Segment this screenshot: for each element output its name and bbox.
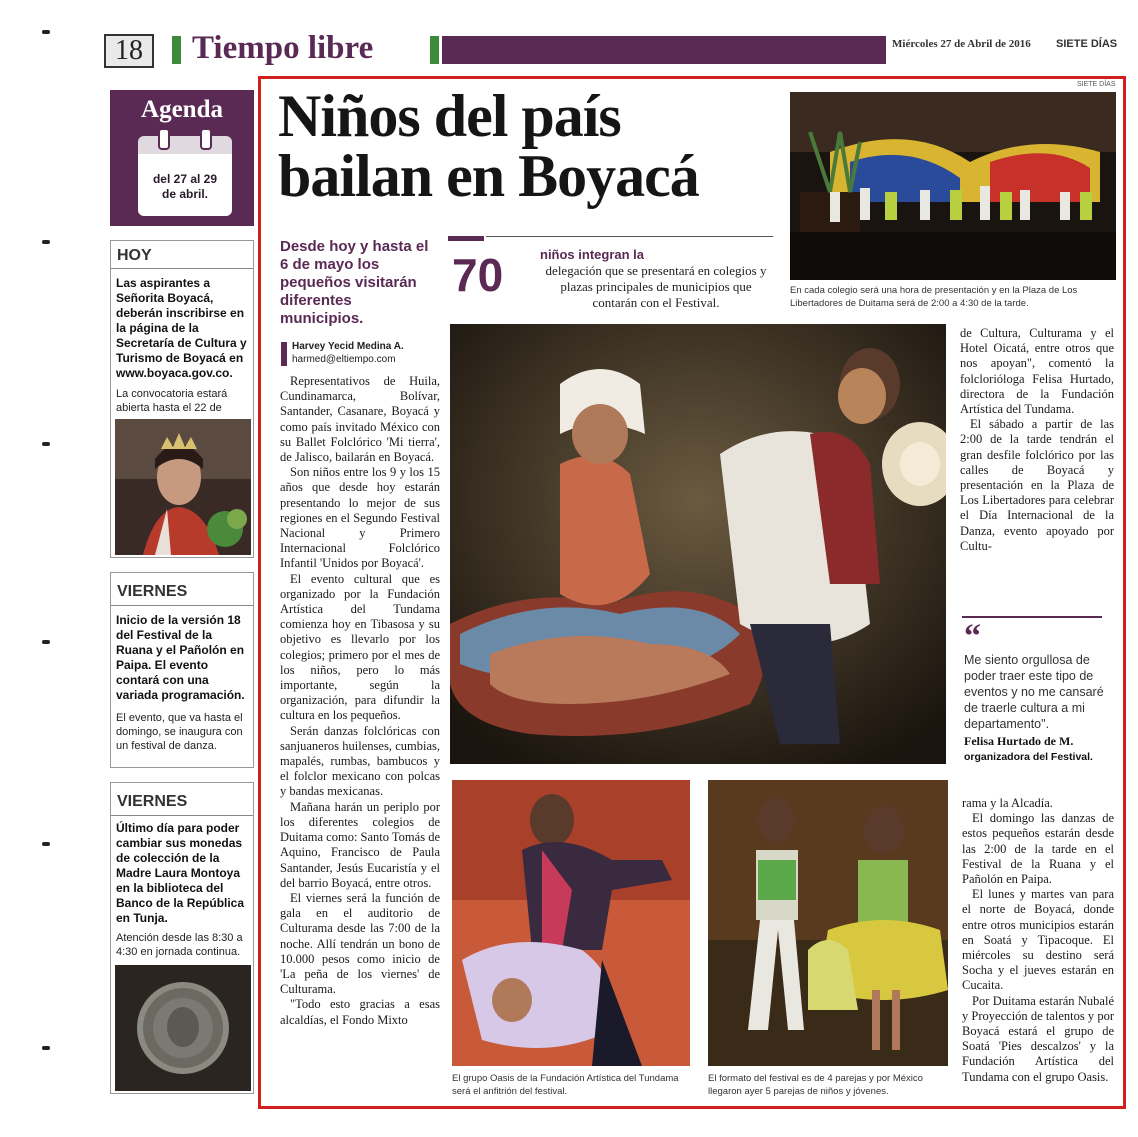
agenda-note: Atención desde las 8:30 a 4:30 en jornada continua. bbox=[116, 932, 243, 958]
agenda-note: El evento, que va hasta el domingo, se inaugura con un festival de danza. bbox=[116, 712, 243, 752]
agenda-dates: del 27 al 29 de abril. bbox=[152, 172, 218, 201]
photo-caption: El formato del festival es de 4 parejas y por México llegaron ayer 5 parejas de niños y jóvenes. bbox=[708, 1073, 923, 1097]
agenda-text: Inicio de la versión 18 del Festival de la Ruana y el Pañolón en Paipa. El evento contará con una variada programación. bbox=[116, 613, 245, 702]
paragraph: Mañana harán un periplo por los diferentes colegios de Duitama como: Santo Tomás de Aquino, Francisco de Paula Santander, Jesús Eucaristía y el del barrio Boyacá, entre otros. bbox=[280, 799, 440, 890]
paragraph: El viernes será la función de gala en el auditorio de Culturama desde las 7:00 de la noche. Allí tendrán un bono de 10.000 pesos como inicio de 'La peña de los viernes' de Culturama. bbox=[280, 890, 440, 997]
byline-email: harmed@eltiempo.com bbox=[292, 354, 396, 365]
agenda-day: HOY bbox=[117, 247, 152, 264]
margin-mark bbox=[42, 240, 50, 244]
section-title: Tiempo libre bbox=[192, 30, 374, 66]
margin-mark bbox=[42, 1046, 50, 1050]
lead: Desde hoy y hasta el 6 de mayo los pequeños visitarán diferentes municipios. bbox=[280, 238, 429, 327]
agenda-item-hoy bbox=[110, 240, 254, 558]
byline: Harvey Yecid Medina A. bbox=[292, 341, 404, 352]
photo-caption: En cada colegio será una hora de presentación y en la Plaza de Los Libertadores de Duitama será de 2:00 a 4:30 de la tarde. bbox=[790, 285, 1078, 309]
issue-date: Miércoles 27 de Abril de 2016 bbox=[892, 38, 1031, 50]
calendar-icon bbox=[138, 136, 232, 216]
calendar-top bbox=[138, 136, 232, 154]
paragraph: Son niños entre los 9 y los 15 años que desde hoy estarán presentando lo mejor de sus regiones en el Segundo Festival Nacional y Primero Internacional Folclórico Infantil 'Unidos por Boyacá'. bbox=[280, 465, 440, 571]
main-dance-photo bbox=[450, 324, 946, 764]
section-accent bbox=[172, 36, 181, 64]
paragraph: Representativos de Huila, Cundinamarca, Bolívar, Santander, Casanare, Boyacá y como país invitado México con su Ballet Folclórico 'Mi tierra', de Jalisco, bailarán en Boyacá. bbox=[280, 374, 440, 465]
photo-caption: El grupo Oasis de la Fundación Artística del Tundama será el anfitrión del festival. bbox=[452, 1073, 679, 1097]
margin-mark bbox=[42, 442, 50, 446]
agenda-box bbox=[110, 90, 254, 226]
agenda-text: Último día para poder cambiar sus monedas de colección de la Madre Laura Montoya en la biblioteca del Banco de la República en Tunja. bbox=[116, 821, 245, 925]
paragraph: El domingo las danzas de estos pequeños estarán desde las 2:00 de la tarde en el Festival de la Ruana y el Pañolón en Paipa. bbox=[962, 811, 1114, 887]
stat-number: 70 bbox=[452, 249, 504, 301]
quote-author-role: organizadora del Festival. bbox=[964, 751, 1093, 763]
margin-mark bbox=[42, 640, 50, 644]
margin-mark bbox=[42, 842, 50, 846]
divider bbox=[111, 605, 253, 606]
agenda-day: VIERNES bbox=[117, 583, 188, 600]
margin-mark bbox=[42, 30, 50, 34]
byline-accent bbox=[281, 342, 287, 366]
quote-rule bbox=[962, 616, 1102, 618]
agenda-day: VIERNES bbox=[117, 793, 188, 810]
agenda-item-viernes-2 bbox=[110, 782, 254, 1094]
header-bar bbox=[442, 36, 886, 64]
stat-title: niños integran la bbox=[540, 247, 645, 262]
divider bbox=[111, 268, 253, 269]
paragraph: de Cultura, Culturama y el Hotel Oicatá, entre otros que nos apoyan", comentó la folclorióloga Felisa Hurtado, directora de la Fundación Artística del Tundama. bbox=[960, 326, 1114, 417]
body-column-1 bbox=[280, 374, 440, 1028]
quote-author: Felisa Hurtado de M. bbox=[964, 734, 1074, 748]
stat-rule bbox=[486, 236, 773, 237]
divider bbox=[111, 815, 253, 816]
paragraph: Serán danzas folclóricas con sanjuaneros huilenses, cumbias, mapalés, rumbas, bambucos y el folclor mexicano con polcas y bandas mexicanas. bbox=[280, 723, 440, 799]
agenda-text: Las aspirantes a Señorita Boyacá, deberán inscribirse en la página de la Secretaría de Cultura y Turismo de Boyacá en www.boyaca.gov.co. bbox=[116, 276, 247, 380]
newspaper-name: SIETE DÍAS bbox=[1056, 38, 1118, 50]
agenda-title: Agenda bbox=[141, 96, 223, 123]
calendar-ring bbox=[200, 128, 212, 150]
photo-credit: SIETE DÍAS bbox=[1077, 81, 1116, 88]
pageant-photo bbox=[115, 419, 251, 555]
paragraph: rama y la Alcadía. bbox=[962, 796, 1053, 810]
body-column-3-bottom bbox=[962, 796, 1114, 1085]
body-column-3-top bbox=[960, 326, 1114, 554]
agenda-note: La convocatoria estará abierta hasta el 22 de bbox=[116, 388, 228, 414]
headline: Niños del país bailan en Boyacá bbox=[278, 83, 699, 209]
stat-accent bbox=[448, 236, 484, 241]
paragraph: Por Duitama estarán Nubalé y Proyección de talentos y por Boyacá estará el grupo de Soatá 'Pies descalzos' y la Fundación Artística del Tundama con el grupo Oasis. bbox=[962, 993, 1114, 1084]
calendar-ring bbox=[158, 128, 170, 150]
pull-quote: Me siento orgullosa de poder traer este tipo de eventos y no me cansaré de traerle cultura a mi departamento". bbox=[964, 653, 1104, 731]
top-stage-photo bbox=[790, 92, 1116, 280]
paragraph: El evento cultural que es organizado por la Fundación Artística del Tundama comienza hoy en Tibasosa y su objetivo es llevarlo por los colegios; primero por el mes de los niños, pero lo más importante, según la organización, para difundir la cultura en los pequeños. bbox=[280, 571, 440, 723]
page-number: 18 bbox=[104, 34, 154, 68]
paragraph: El sábado a partir de las 2:00 de la tarde tendrán el gran desfile folclórico por las calles de Boyacá y presentación en la Plaza de Los Libertadores para celebrar el Día Internacional de la Danza, evento apoyado por Cultu- bbox=[960, 417, 1114, 553]
quote-mark-icon: “ bbox=[964, 618, 981, 655]
agenda-item-viernes bbox=[110, 572, 254, 768]
coin-photo bbox=[115, 965, 251, 1091]
paragraph: El lunes y martes van para el norte de Boyacá, donde entre otros municipios estarán en Soatá y Tipacoque. El miércoles su destino será Socha y el jueves estarán en Cucaita. bbox=[962, 887, 1114, 993]
couple-dance-photo bbox=[708, 780, 948, 1066]
oasis-dance-photo bbox=[452, 780, 690, 1066]
stat-text: delegación que se presentará en colegios y plazas principales de municipios que contarán con el Festival. bbox=[545, 263, 767, 310]
header-accent bbox=[430, 36, 439, 64]
paragraph: "Todo esto gracias a esas alcaldías, el Fondo Mixto bbox=[280, 997, 440, 1027]
